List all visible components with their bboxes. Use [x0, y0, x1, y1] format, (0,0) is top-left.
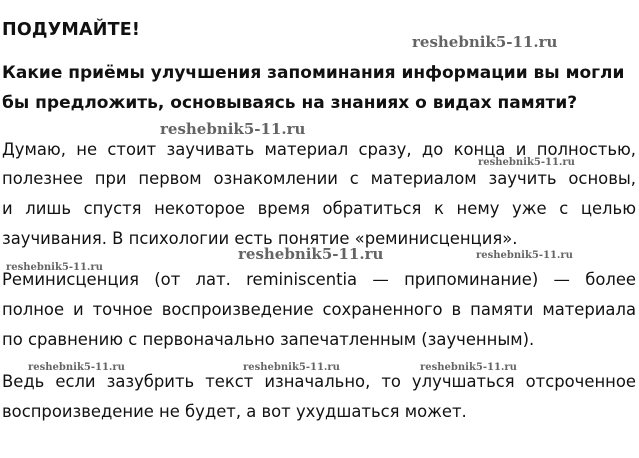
watermark: reshebnik5-11.ru [478, 157, 575, 168]
watermark: reshebnik5-11.ru [243, 362, 340, 373]
paragraph-2-line-3: по сравнению с первоначально запечатленным (заученным). [2, 330, 535, 349]
question-line-2: бы предложить, основываясь на знаниях о видах памяти? [2, 93, 578, 113]
paragraph-3-line-1: Ведь если зазубрить текст изначально, то улучшаться отсроченное [2, 372, 636, 391]
paragraph-2-line-1: Реминисценция (от лат. reminiscentia — припоминание) — более [2, 270, 636, 289]
watermark: reshebnik5-11.ru [28, 362, 125, 373]
watermark: reshebnik5-11.ru [412, 33, 558, 51]
watermark: reshebnik5-11.ru [420, 362, 517, 373]
watermark: reshebnik5-11.ru [6, 262, 103, 273]
paragraph-2-line-2: полное и точное воспроизведение сохраненного в памяти материала [2, 300, 636, 319]
watermark: reshebnik5-11.ru [476, 250, 573, 261]
watermark: reshebnik5-11.ru [238, 245, 384, 263]
paragraph-1-line-2: полезнее при первом ознакомлении с материалом заучить основы, [2, 169, 636, 188]
page-heading: ПОДУМАЙТЕ! [2, 20, 141, 40]
watermark: reshebnik5-11.ru [160, 120, 306, 138]
paragraph-1-line-4: заучивания. В психологии есть понятие «реминисценция». [2, 229, 518, 248]
question-line-1: Какие приёмы улучшения запоминания информации вы могли [2, 63, 625, 83]
paragraph-1-line-1: Думаю, не стоит заучивать материал сразу, до конца и полностью, [2, 140, 636, 159]
paragraph-1-line-3: и лишь спустя некоторое время обратиться к нему уже с целью [2, 199, 636, 218]
paragraph-3-line-2: воспроизведение не будет, а вот ухудшаться может. [2, 402, 467, 421]
